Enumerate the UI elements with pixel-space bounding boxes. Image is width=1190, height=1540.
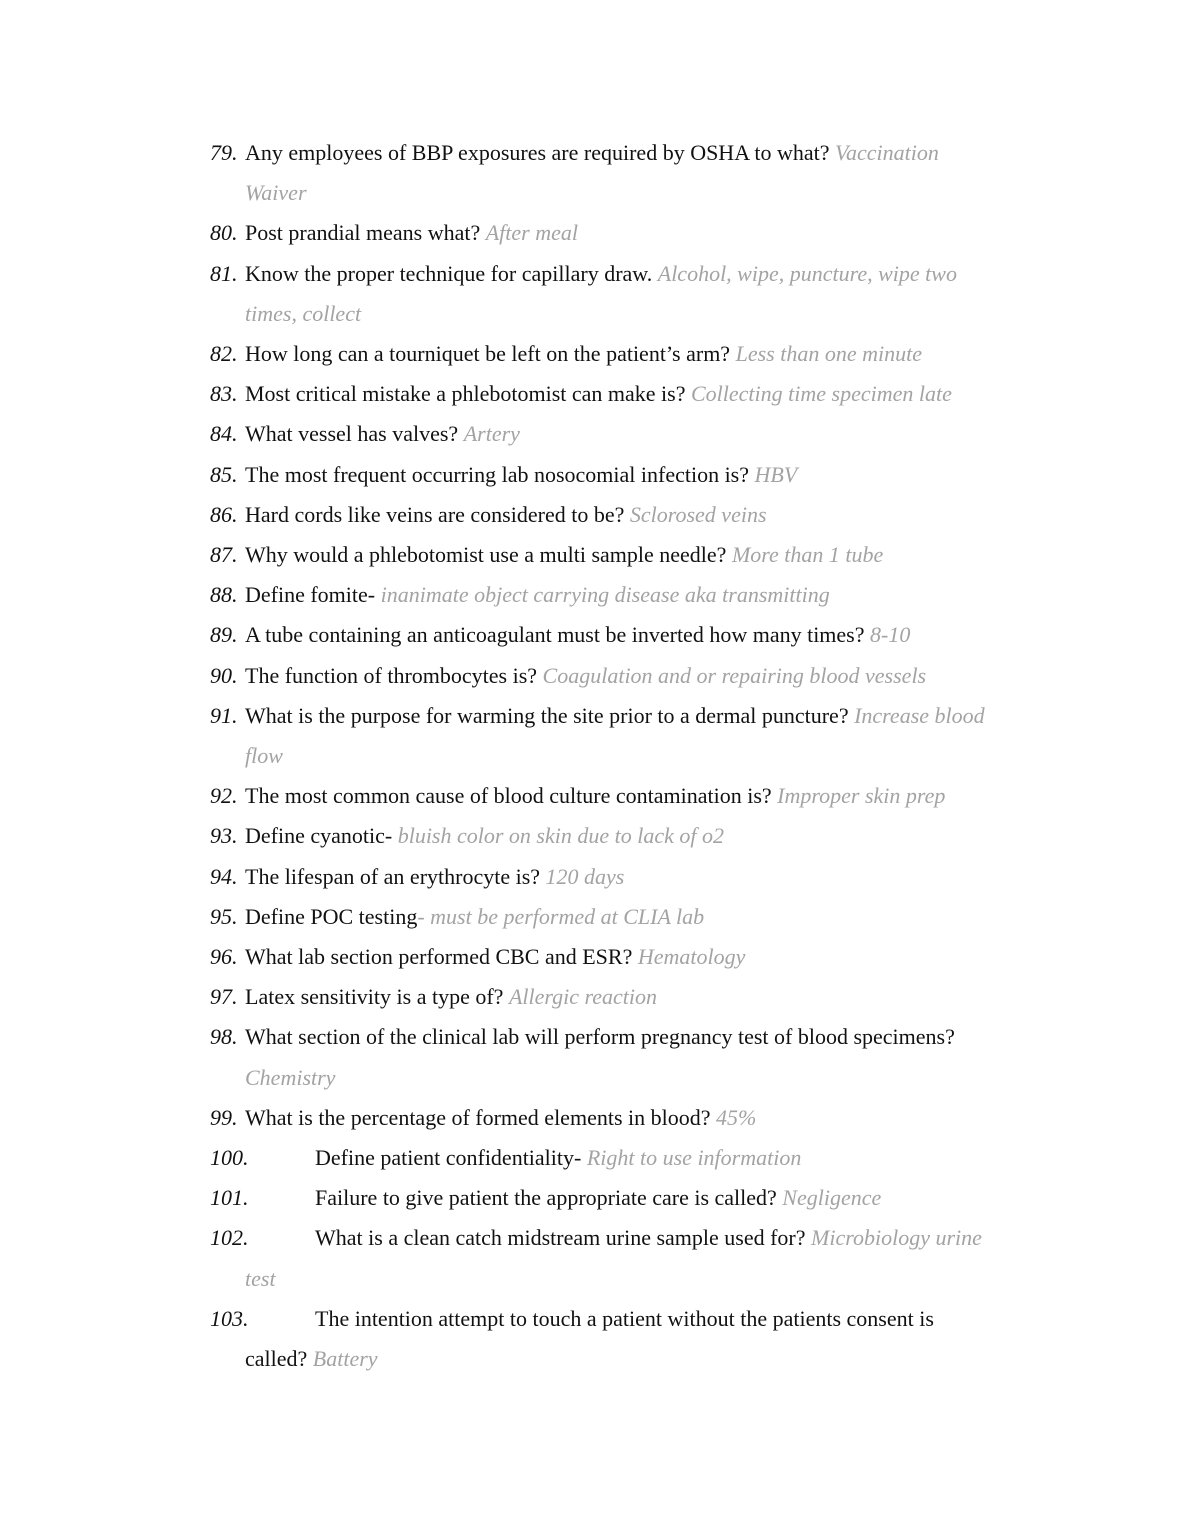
answer-text: Negligence xyxy=(782,1185,882,1211)
question-text: What is a clean catch midstream urine sample used for? xyxy=(315,1225,812,1251)
question-text: Hard cords like veins are considered to be? xyxy=(245,501,630,527)
answer-text: Hematology xyxy=(637,944,746,970)
question-text: Failure to give patient the appropriate care is called? xyxy=(315,1185,783,1211)
answer-text: HBV xyxy=(754,461,798,487)
item-number: 91. xyxy=(210,702,238,728)
answer-text: Sclorosed veins xyxy=(629,501,767,527)
answer-text: 120 days xyxy=(545,863,625,889)
list-item xyxy=(0,535,1190,575)
item-number: 96. xyxy=(210,944,238,970)
item-number: 98. xyxy=(210,1024,238,1050)
item-number: 95. xyxy=(210,903,238,929)
item-number: 83. xyxy=(210,381,238,407)
question-text: The intention attempt to touch a patient without the patients consent is called? xyxy=(245,1305,934,1372)
answer-text: Microbiology urine test xyxy=(245,1225,982,1291)
question-text: Know the proper technique for capillary draw. xyxy=(245,260,658,286)
list-item xyxy=(0,977,1190,1017)
item-number: 79. xyxy=(210,140,238,165)
answer-text: 8-10 xyxy=(870,622,911,648)
question-text: What vessel has valves? xyxy=(245,421,464,447)
answer-text: Allergic reaction xyxy=(508,984,657,1010)
item-number: 97. xyxy=(210,984,238,1010)
list-item xyxy=(0,1017,1190,1097)
question-text: What section of the clinical lab will perform pregnancy test of blood specimens? xyxy=(245,1024,955,1050)
answer-text: Increase blood flow xyxy=(245,702,985,769)
question-text: The lifespan of an erythrocyte is? xyxy=(245,863,546,889)
list-item xyxy=(0,1098,1190,1138)
answer-text: More than 1 tube xyxy=(731,542,884,568)
item-number: 82. xyxy=(210,341,238,367)
question-text: Most critical mistake a phlebotomist can make is? xyxy=(245,381,691,407)
list-item xyxy=(0,455,1190,495)
question-text: A tube containing an anticoagulant must be inverted how many times? xyxy=(245,622,871,648)
answer-text: Battery xyxy=(312,1346,378,1372)
item-number: 99. xyxy=(210,1104,238,1130)
question-text: Define fomite- xyxy=(245,582,381,608)
list-item xyxy=(0,696,1190,776)
answer-text: Right to use information xyxy=(586,1145,802,1171)
item-number: 94. xyxy=(210,863,238,889)
list-item xyxy=(0,1138,1190,1178)
question-text: What lab section performed CBC and ESR? xyxy=(245,944,638,970)
answer-text: Less than one minute xyxy=(735,341,922,367)
question-text: The most common cause of blood culture contamination is? xyxy=(245,783,778,809)
list-item xyxy=(0,334,1190,374)
item-number: 84. xyxy=(210,421,238,447)
item-number: 93. xyxy=(210,823,238,849)
list-item xyxy=(0,897,1190,937)
list-item xyxy=(0,495,1190,535)
answer-text: Artery xyxy=(463,421,520,447)
list-item xyxy=(0,1218,1190,1298)
item-number: 92. xyxy=(210,783,238,809)
item-number: 81. xyxy=(210,260,238,286)
item-number: 87. xyxy=(210,542,238,568)
item-number: 88. xyxy=(210,582,238,608)
question-text: Post prandial means what? xyxy=(245,220,486,246)
list-item xyxy=(0,575,1190,615)
answer-text: Alcohol, wipe, puncture, wipe two times, collect xyxy=(245,260,957,326)
list-item xyxy=(0,1299,1190,1379)
answer-text: After meal xyxy=(485,220,578,246)
item-number: 90. xyxy=(210,662,238,688)
question-text: Latex sensitivity is a type of? xyxy=(245,984,509,1010)
item-number: 101. xyxy=(210,1185,249,1211)
answer-text: bluish color on skin due to lack of o2 xyxy=(397,823,724,849)
document-page xyxy=(0,133,1190,1379)
question-text: The most frequent occurring lab nosocomial infection is? xyxy=(245,461,755,487)
question-text: What is the purpose for warming the site prior to a dermal puncture? xyxy=(245,702,855,728)
list-item xyxy=(0,133,1190,213)
list-item xyxy=(0,1178,1190,1218)
answer-text: - must be performed at CLIA lab xyxy=(417,903,705,929)
question-text: How long can a tourniquet be left on the patient’s arm? xyxy=(245,341,736,367)
question-text: Any employees of BBP exposures are required by OSHA to what? xyxy=(245,140,836,165)
list-item xyxy=(0,937,1190,977)
answer-text: Coagulation and or repairing blood vessels xyxy=(542,662,927,688)
list-item xyxy=(0,615,1190,655)
item-number: 86. xyxy=(210,501,238,527)
question-text: The function of thrombocytes is? xyxy=(245,662,543,688)
question-list xyxy=(0,133,1190,1379)
answer-text: Collecting time specimen late xyxy=(691,381,952,407)
list-item xyxy=(0,374,1190,414)
list-item xyxy=(0,213,1190,253)
answer-text: Vaccination Waiver xyxy=(245,140,939,206)
answer-text: inanimate object carrying disease aka transmitting xyxy=(380,582,830,608)
answer-text: Improper skin prep xyxy=(777,783,946,809)
question-text: Define patient confidentiality- xyxy=(315,1145,587,1171)
list-item xyxy=(0,857,1190,897)
item-number: 103. xyxy=(210,1305,249,1331)
question-text: Define POC testing xyxy=(245,903,418,929)
answer-text: Chemistry xyxy=(245,1064,336,1090)
item-number: 85. xyxy=(210,461,238,487)
item-number: 102. xyxy=(210,1225,249,1251)
answer-text: 45% xyxy=(716,1104,757,1130)
question-text: What is the percentage of formed elements in blood? xyxy=(245,1104,716,1130)
question-text: Define cyanotic- xyxy=(245,823,398,849)
item-number: 89. xyxy=(210,622,238,648)
question-text: Why would a phlebotomist use a multi sample needle? xyxy=(245,542,732,568)
list-item xyxy=(0,776,1190,816)
list-item xyxy=(0,414,1190,454)
list-item xyxy=(0,254,1190,334)
item-number: 100. xyxy=(210,1145,249,1171)
item-number: 80. xyxy=(210,220,238,246)
list-item xyxy=(0,656,1190,696)
list-item xyxy=(0,816,1190,856)
